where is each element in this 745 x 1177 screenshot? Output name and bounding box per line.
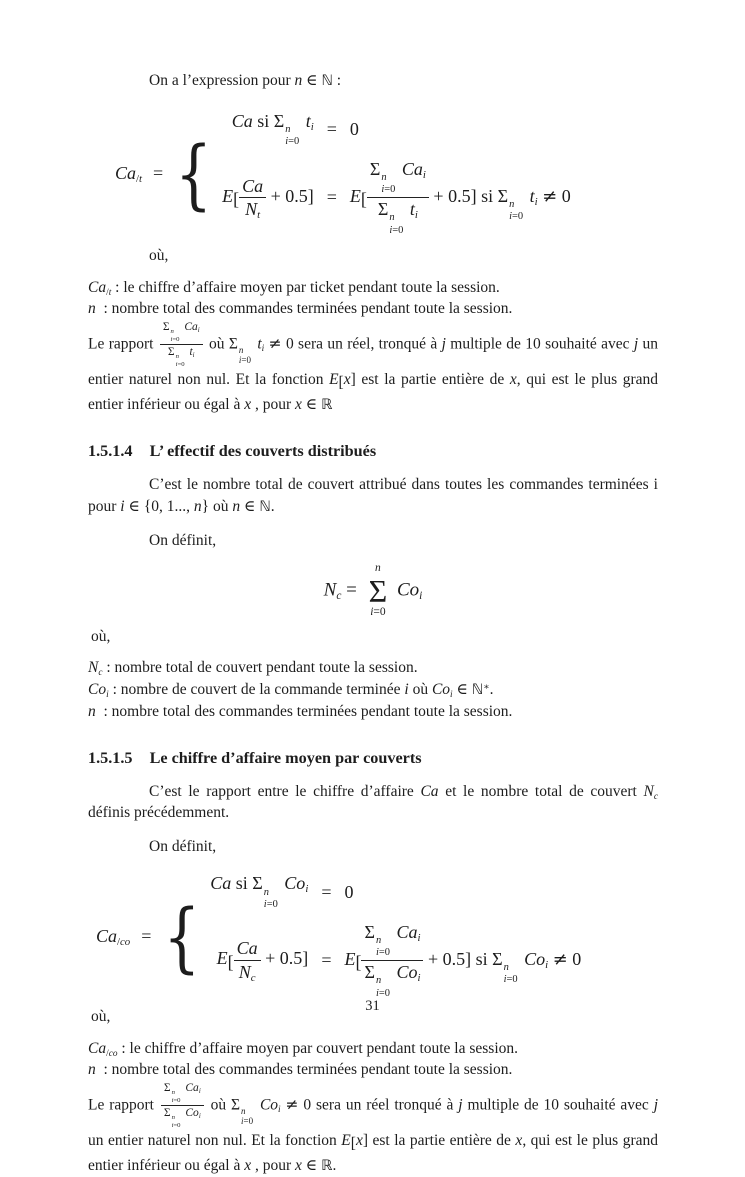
case-right: 0: [344, 882, 354, 903]
case-left: E[ $\frac{Ca}{N_c}$ + 0.5]: [216, 938, 309, 985]
para-rapport: C’est le rapport entre le chiffre d’affaire Ca et le nombre total de couvert $N_c$ définis précédemment.: [88, 782, 658, 822]
equals-sign: =: [153, 163, 164, 184]
case-right: E[ Σ n i=0 $Ca_i$ Σ n i=0 $Co_i$ + 0.5] si Σ n i=0 $Co_i \ne 0$: [344, 921, 582, 999]
section-title: Le chiffre d’affaire moyen par couverts: [149, 748, 422, 767]
cases-rows: [222, 111, 571, 238]
section-heading-1514: [88, 441, 658, 461]
section-number: 1.5.1.5: [88, 748, 133, 767]
def-n-ticket: n : nombre total des commandes terminées pendant toute la session.: [88, 300, 513, 318]
def-n-couverts: n : nombre total des commandes terminées pendant toute la session.: [88, 703, 513, 721]
cases-rows: [210, 873, 581, 1000]
def-nc: $N_c$ : nombre total de couvert pendant toute la session.: [88, 659, 418, 679]
page-number: 31: [365, 998, 380, 1014]
case-left: Ca si Σ n i=0 $t_i$: [231, 110, 314, 148]
section-title: L’ effectif des couverts distribués: [149, 442, 377, 461]
on-definit-2: On définit,: [149, 837, 217, 855]
case-left: E[ $\frac{Ca}{N_t}$ + 0.5]: [222, 175, 314, 222]
cases-brace: {: [163, 892, 201, 981]
equation-lhs-ca-co: $Ca_{/co}$: [96, 926, 131, 949]
equation-ca-per-couvert: [96, 873, 658, 1000]
para-couverts: C’est le nombre total de couvert attribué dans toutes les commandes terminées i pour i ∈ {0, 1..., n} où n ∈ ℕ.: [88, 476, 658, 515]
def-rapport-ticket: Le rapport Σ n i=0 $Ca_i$ Σ n i=0 $t_i$ où Σ n i=0 $t_i \ne 0$ sera un réel, tronqué à j multiple de 10 souhaité avec j un entier naturel non nul. Et la fonction E[x] est la partie entière de x, qui est le plus grand entier inférieur ou égal à x , pour x ∈ ℝ: [88, 320, 659, 413]
ou-label-2: où,: [91, 627, 111, 645]
intro-line: On a l’expression pour n ∈ ℕ :: [149, 71, 342, 89]
equation-lhs-ca-t: $Ca_{/t}$: [115, 163, 143, 186]
case-right: 0: [349, 119, 359, 140]
section-heading-1515: [88, 748, 658, 768]
def-n-ca-couvert: n : nombre total des commandes terminées pendant toute la session.: [88, 1061, 513, 1079]
case-relation: =: [321, 882, 332, 903]
ou-label-1: où,: [149, 247, 169, 265]
equation-ca-per-ticket: [115, 111, 658, 238]
definitions-couverts: [88, 657, 658, 723]
case-relation: =: [326, 119, 337, 140]
equals-sign: =: [141, 926, 152, 947]
ou-label-3: où,: [91, 1008, 111, 1026]
section-number: 1.5.1.4: [88, 442, 133, 461]
cases-brace: {: [175, 129, 213, 218]
case-relation: =: [321, 949, 332, 970]
definitions-ca-couvert: [88, 1038, 658, 1177]
case-right: E[ Σ n i=0 $Ca_i$ Σ n i=0 $t_i$ + 0.5] si Σ n i=0 $t_i \ne 0$: [349, 158, 571, 236]
case-relation: =: [326, 187, 337, 207]
equation-nc: $N_c$ = n Σ i=0 $Co_i$: [323, 561, 423, 619]
on-definit-1: On définit,: [149, 532, 217, 550]
def-ca-per-ticket: $Ca_{/t}$ : le chiffre d’affaire moyen par ticket pendant toute la session.: [88, 278, 500, 298]
definitions-ticket: [88, 277, 658, 417]
case-left: Ca si Σ n i=0 $Co_i$: [210, 873, 309, 911]
def-co-i: $Co_i$ : nombre de couvert de la commande terminée i où $Co_i$ ∈ ℕ∗.: [88, 679, 494, 700]
def-ca-per-couvert: $Ca_{/co}$ : le chiffre d’affaire moyen par couvert pendant toute la session.: [88, 1039, 519, 1059]
def-rapport-couvert: Le rapport Σ n i=0 $Ca_i$ Σ n i=0 $Co_i$ où Σ n i=0 $Co_i \ne 0$ sera un réel tronqué à j multiple de 10 souhaité avec j un entier naturel non nul. Et la fonction E[x] est la partie entière de x, qui est le plus grand entier inférieur ou égal à x , pour x ∈ ℝ.: [88, 1081, 658, 1174]
